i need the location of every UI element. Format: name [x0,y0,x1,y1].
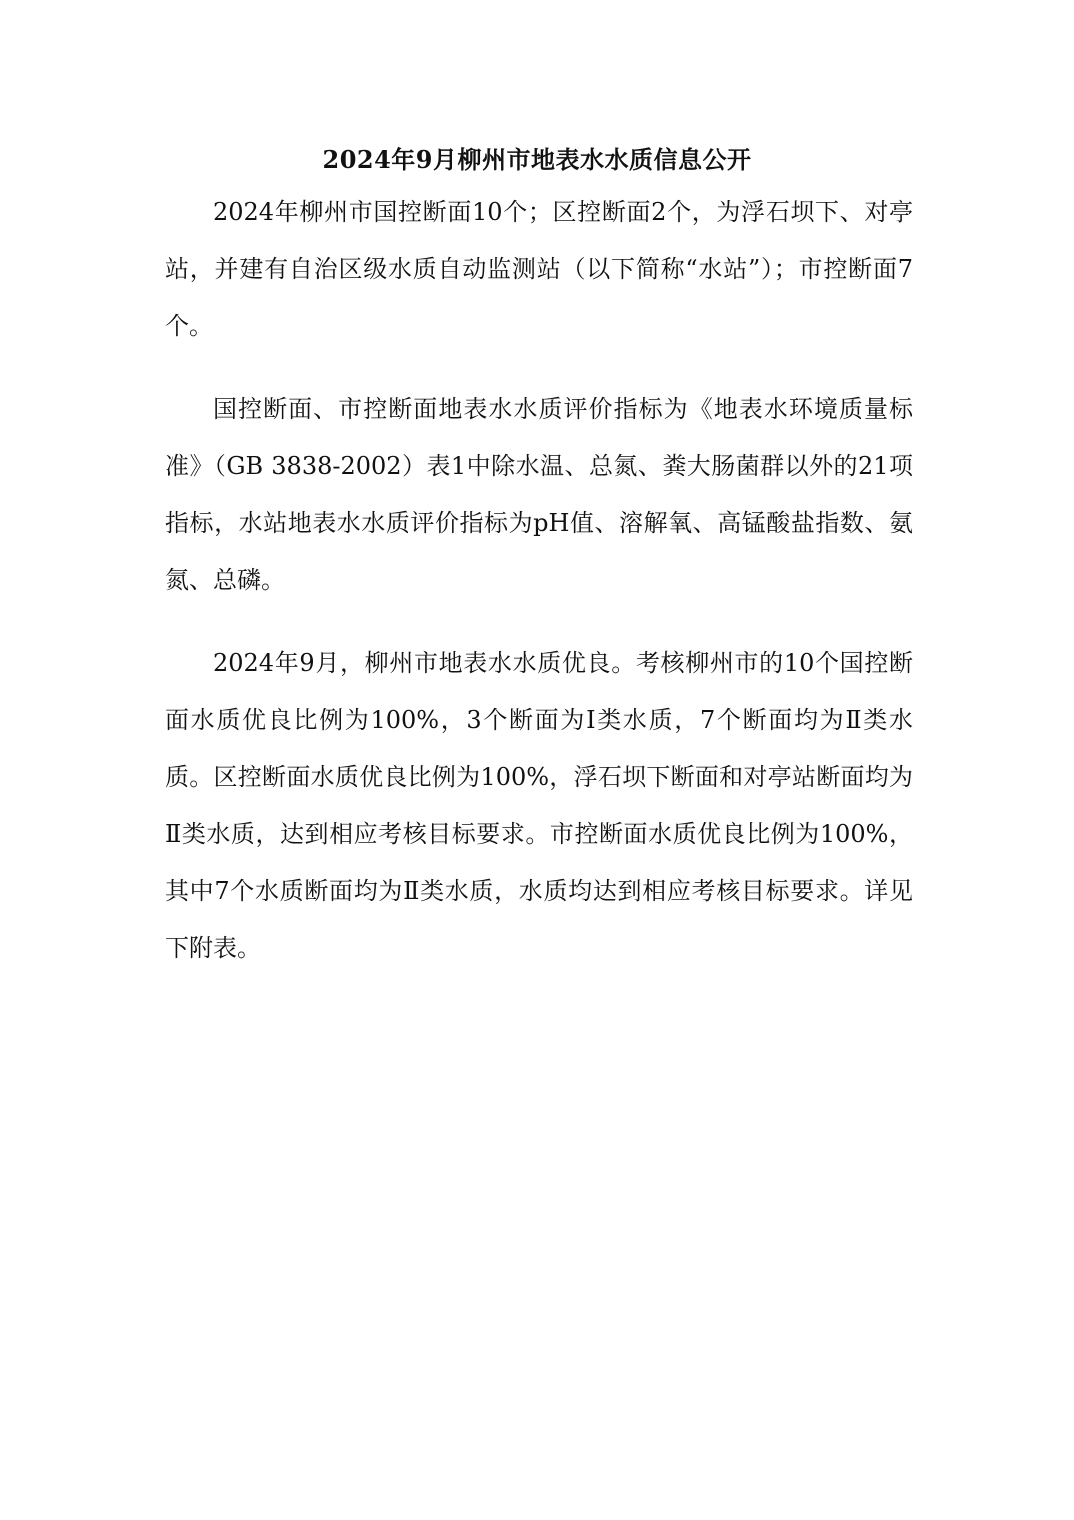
paragraph-evaluation-indicators: 国控断面、市控断面地表水水质评价指标为《地表水环境质量标准》（GB 3838-2002）表1中除水温、总氮、粪大肠菌群以外的21项指标，水站地表水水质评价指标为pH值、溶解氧、高锰酸盐指数、氨氮、总磷。 [165,395,913,594]
paragraph-monitoring-sections: 2024年柳州市国控断面10个；区控断面2个，为浮石坝下、对亭站，并建有自治区级水质自动监测站（以下简称“水站”）；市控断面7个。 [165,198,913,340]
document-body [165,184,913,1003]
page-title: 2024年9月柳州市地表水水质信息公开 [322,145,752,174]
paragraph-water-quality-results: 2024年9月，柳州市地表水水质优良。考核柳州市的10个国控断面水质优良比例为100%，3个断面为Ⅰ类水质，7个断面均为Ⅱ类水质。区控断面水质优良比例为100%，浮石坝下断面和对亭站断面均为Ⅱ类水质，达到相应考核目标要求。市控断面水质优良比例为100%，其中7个水质断面均为Ⅱ类水质，水质均达到相应考核目标要求。详见下附表。 [165,649,913,962]
